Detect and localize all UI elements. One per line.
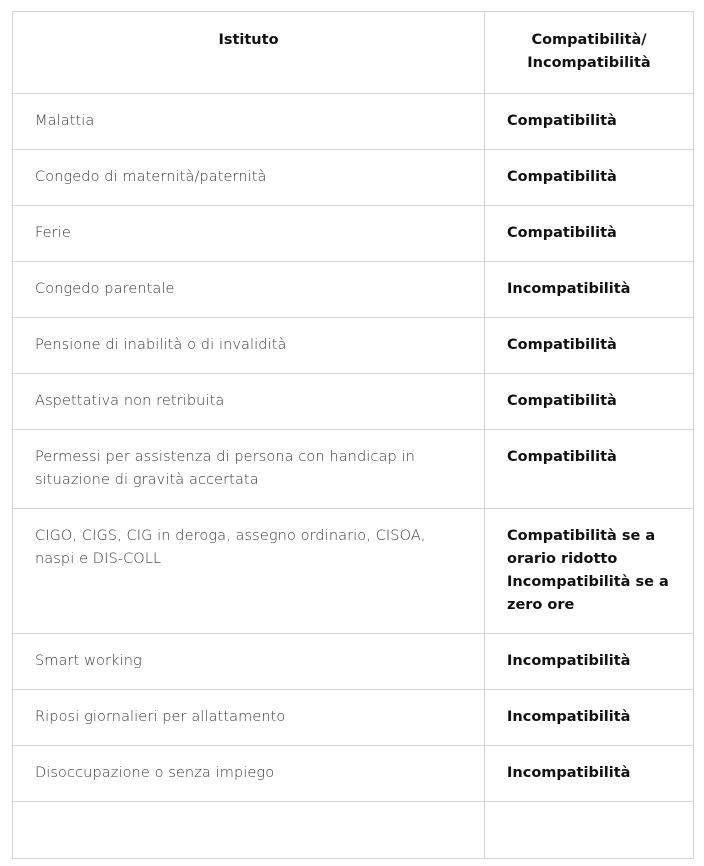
row-esito: Incompatibilità — [485, 690, 694, 746]
row-esito: Compatibilità — [485, 318, 694, 374]
row-esito: Compatibilità — [485, 430, 694, 509]
table-row — [13, 262, 694, 318]
table-row — [13, 509, 694, 634]
row-esito: Compatibilità se a orario ridotto Incompatibilità se a zero ore — [485, 509, 694, 634]
row-istituto: Ferie — [13, 206, 485, 262]
row-istituto: CIGO, CIGS, CIG in deroga, assegno ordinario, CISOA, naspi e DIS-COLL — [13, 509, 485, 634]
header-compatibilita: Compatibilità/ Incompatibilità — [485, 12, 694, 94]
table-row — [13, 206, 694, 262]
row-istituto: Riposi giornalieri per allattamento — [13, 690, 485, 746]
row-esito: Compatibilità — [485, 374, 694, 430]
compatibility-table — [12, 11, 694, 859]
table-row — [13, 746, 694, 802]
table-row — [13, 374, 694, 430]
row-istituto: Congedo parentale — [13, 262, 485, 318]
table-row — [13, 634, 694, 690]
row-esito: Incompatibilità — [485, 746, 694, 802]
row-esito: Incompatibilità — [485, 262, 694, 318]
empty-cell — [485, 802, 694, 859]
row-esito: Compatibilità — [485, 206, 694, 262]
table-row — [13, 690, 694, 746]
row-istituto: Malattia — [13, 94, 485, 150]
row-istituto: Permessi per assistenza di persona con handicap in situazione di gravità accertata — [13, 430, 485, 509]
table-row — [13, 430, 694, 509]
row-esito: Compatibilità — [485, 150, 694, 206]
row-istituto: Disoccupazione o senza impiego — [13, 746, 485, 802]
header-istituto: Istituto — [13, 12, 485, 94]
row-istituto: Pensione di inabilità o di invalidità — [13, 318, 485, 374]
table-row — [13, 94, 694, 150]
row-esito: Incompatibilità — [485, 634, 694, 690]
table-header-row — [13, 12, 694, 94]
table-row — [13, 318, 694, 374]
row-esito: Compatibilità — [485, 94, 694, 150]
table-row-empty — [13, 802, 694, 859]
row-istituto: Congedo di maternità/paternità — [13, 150, 485, 206]
compatibility-table-container — [12, 11, 693, 859]
row-istituto: Aspettativa non retribuita — [13, 374, 485, 430]
empty-cell — [13, 802, 485, 859]
row-istituto: Smart working — [13, 634, 485, 690]
table-row — [13, 150, 694, 206]
